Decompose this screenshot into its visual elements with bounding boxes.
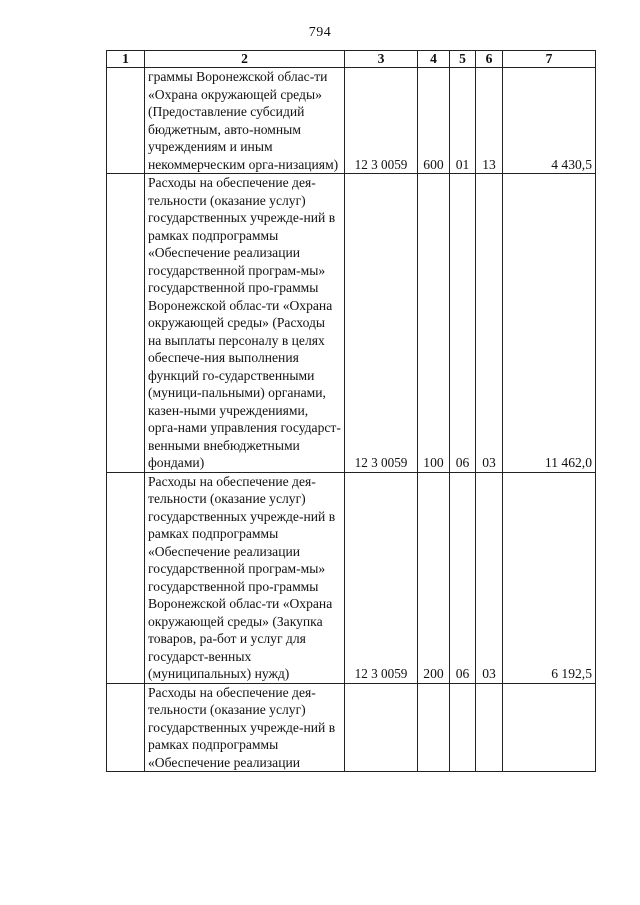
- subsection-cell: 03: [476, 174, 503, 473]
- header-col-6: 6: [476, 51, 503, 68]
- expense-name-cell: граммы Воронежской облас-ти «Охрана окружающей среды» (Предоставление субсидий бюджетным, авто-номным учреждениям и иным некоммерческим орга-низациям): [145, 68, 345, 174]
- target-code-cell: 12 3 0059: [345, 472, 418, 683]
- expense-type-cell: 200: [418, 472, 450, 683]
- amount-cell: 11 462,0: [503, 174, 596, 473]
- table-row: [107, 174, 596, 473]
- section-cell: 06: [450, 472, 476, 683]
- expense-type-cell: 600: [418, 68, 450, 174]
- budget-table: [106, 50, 596, 772]
- amount-cell: [503, 683, 596, 772]
- section-cell: [450, 683, 476, 772]
- target-code-cell: 12 3 0059: [345, 68, 418, 174]
- header-col-2: 2: [145, 51, 345, 68]
- section-cell: 06: [450, 174, 476, 473]
- header-col-4: 4: [418, 51, 450, 68]
- expense-name-cell: Расходы на обеспечение дея-тельности (оказание услуг) государственных учрежде-ний в рамках подпрограммы «Обеспечение реализации: [145, 683, 345, 772]
- expense-name-cell: Расходы на обеспечение дея-тельности (оказание услуг) государственных учрежде-ний в рамках подпрограммы «Обеспечение реализации государственной програм-мы» государственной про-граммы Воронежской облас-ти «Охрана окружающей среды» (Закупка товаров, ра-бот и услуг для государст-венных (муниципальных) нужд): [145, 472, 345, 683]
- table-row: [107, 68, 596, 174]
- table-row: [107, 472, 596, 683]
- header-col-1: 1: [107, 51, 145, 68]
- header-col-7: 7: [503, 51, 596, 68]
- target-code-cell: 12 3 0059: [345, 174, 418, 473]
- expense-type-cell: [418, 683, 450, 772]
- subsection-cell: 03: [476, 472, 503, 683]
- header-row: [107, 51, 596, 68]
- page-number: 794: [308, 25, 332, 40]
- subsection-cell: [476, 683, 503, 772]
- row-index-cell: [107, 683, 145, 772]
- row-index-cell: [107, 174, 145, 473]
- amount-cell: 6 192,5: [503, 472, 596, 683]
- table-row: [107, 683, 596, 772]
- row-index-cell: [107, 472, 145, 683]
- header-col-5: 5: [450, 51, 476, 68]
- header-col-3: 3: [345, 51, 418, 68]
- row-index-cell: [107, 68, 145, 174]
- subsection-cell: 13: [476, 68, 503, 174]
- expense-name-cell: Расходы на обеспечение дея-тельности (оказание услуг) государственных учрежде-ний в рамках подпрограммы «Обеспечение реализации государственной програм-мы» государственной про-граммы Воронежской облас-ти «Охрана окружающей среды» (Расходы на выплаты персоналу в целях обеспече-ния выполнения функций го-сударственными (муници-пальными) органами, казен-ными учреждениями, орга-нами управления государст-венными внебюджетными фондами): [145, 174, 345, 473]
- amount-cell: 4 430,5: [503, 68, 596, 174]
- expense-type-cell: 100: [418, 174, 450, 473]
- target-code-cell: [345, 683, 418, 772]
- section-cell: 01: [450, 68, 476, 174]
